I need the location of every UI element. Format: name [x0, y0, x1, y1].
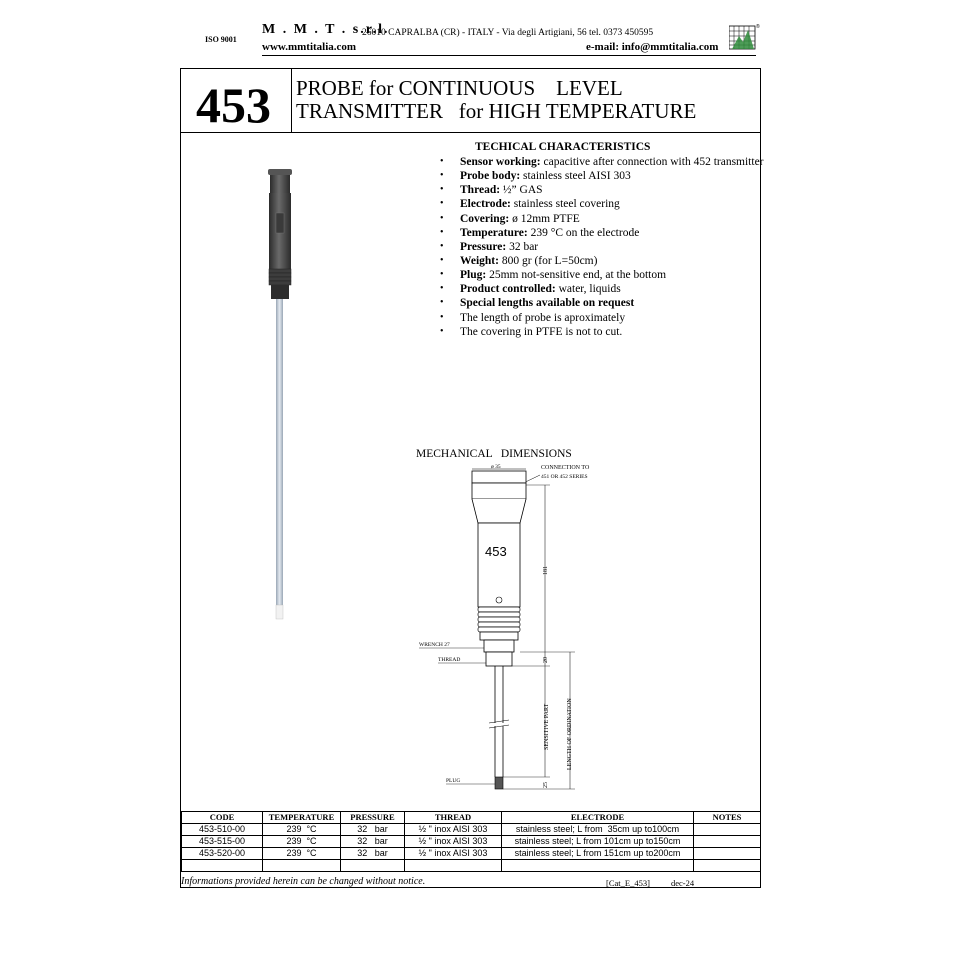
catalog-ref: [Cat_E_453]	[606, 878, 650, 888]
cell-electrode: stainless steel; L from 35cm up to100cm	[502, 824, 694, 836]
company-email[interactable]: e-mail: info@mmtitalia.com	[586, 41, 719, 53]
col-thread: THREAD	[405, 812, 502, 824]
thread-label: THREAD	[438, 657, 461, 663]
cell-pressure: 32 bar	[341, 824, 405, 836]
dim-body: 181	[543, 566, 549, 575]
list-item: • Weight: 800 gr (for L=50cm)	[440, 254, 764, 268]
table-row	[182, 860, 761, 872]
header-rule	[262, 55, 756, 56]
characteristics-heading: TECHICAL CHARACTERISTICS	[475, 141, 651, 153]
sensitive-label: SENSITIVE PART	[544, 703, 550, 750]
cell-temperature: 239 °C	[263, 848, 341, 860]
product-title-line1: PROBE for CONTINUOUS LEVEL	[296, 76, 623, 100]
probe-photo	[262, 165, 302, 625]
plug-label: PLUG	[446, 778, 461, 784]
table-row	[182, 848, 761, 860]
spec-table	[181, 811, 761, 872]
cell-thread: ½ " inox AISI 303	[405, 848, 502, 860]
list-item: • Pressure: 32 bar	[440, 240, 764, 254]
footer-notice: Informations provided herein can be changed without notice.	[181, 876, 426, 887]
list-item: • Probe body: stainless steel AISI 303	[440, 169, 764, 183]
cell-notes	[694, 824, 761, 836]
table-row	[182, 824, 761, 836]
product-title-line2: TRANSMITTER for HIGH TEMPERATURE	[296, 99, 697, 123]
wrench-label: WRENCH 27	[419, 642, 450, 648]
cell-thread: ½ " inox AISI 303	[405, 824, 502, 836]
dim-thread: 20	[543, 657, 549, 663]
characteristics-list	[440, 155, 764, 339]
company-address: 26010 CAPRALBA (CR) - ITALY - Via degli Artigiani, 56 tel. 0373 450595	[362, 28, 654, 38]
mmt-logo	[729, 22, 762, 50]
product-number: 453	[196, 77, 271, 133]
list-item: • Special lengths available on request	[440, 296, 764, 310]
iso-label: ISO 9001	[205, 35, 237, 44]
table-header-row	[182, 812, 761, 824]
cell-code: 453-510-00	[182, 824, 263, 836]
list-item: • Plug: 25mm not-sensitive end, at the bottom	[440, 268, 764, 282]
list-item: • The covering in PTFE is not to cut.	[440, 325, 764, 339]
cell-temperature: 239 °C	[263, 836, 341, 848]
col-notes: NOTES	[694, 812, 761, 824]
list-item: • Thread: ½” GAS	[440, 183, 764, 197]
catalog-date: dec-24	[671, 878, 695, 888]
title-separator	[291, 69, 292, 132]
mechanical-drawing	[400, 455, 600, 795]
body-label: 453	[485, 544, 507, 559]
company-website[interactable]: www.mmtitalia.com	[262, 41, 357, 53]
list-item: • Product controlled: water, liquids	[440, 282, 764, 296]
list-item: • Temperature: 239 °C on the electrode	[440, 226, 764, 240]
cell-pressure: 32 bar	[341, 848, 405, 860]
list-item: • Covering: ø 12mm PTFE	[440, 212, 764, 226]
cell-code: 453-515-00	[182, 836, 263, 848]
connection-label-2: 451 OR 452 SERIES	[541, 474, 588, 480]
cell-electrode: stainless steel; L from 151cm up to200cm	[502, 848, 694, 860]
registered-mark: ®	[756, 24, 760, 30]
cell-pressure: 32 bar	[341, 836, 405, 848]
cell-thread: ½ " inox AISI 303	[405, 836, 502, 848]
col-temperature: TEMPERATURE	[263, 812, 341, 824]
cell-notes	[694, 848, 761, 860]
company-name: M . M . T . s.r.l.	[262, 22, 390, 37]
cell-notes	[694, 836, 761, 848]
dim-plug: 25	[543, 782, 549, 788]
title-rule	[181, 132, 760, 133]
col-electrode: ELECTRODE	[502, 812, 694, 824]
mechanical-heading: MECHANICAL DIMENSIONS	[416, 448, 572, 460]
product-title	[296, 77, 696, 123]
list-item: • Sensor working: capacitive after connection with 452 transmitter	[440, 155, 764, 169]
cell-electrode: stainless steel; L from 101cm up to150cm	[502, 836, 694, 848]
col-pressure: PRESSURE	[341, 812, 405, 824]
ordination-label: LENGTH OF ORDINATION	[567, 698, 573, 770]
dim-diameter: ø 35	[491, 464, 501, 470]
connection-label-1: CONNECTION TO	[541, 465, 590, 471]
list-item: • The length of probe is aproximately	[440, 311, 764, 325]
list-item: • Electrode: stainless steel covering	[440, 197, 764, 211]
col-code: CODE	[182, 812, 263, 824]
table-row	[182, 836, 761, 848]
cell-code: 453-520-00	[182, 848, 263, 860]
cell-temperature: 239 °C	[263, 824, 341, 836]
